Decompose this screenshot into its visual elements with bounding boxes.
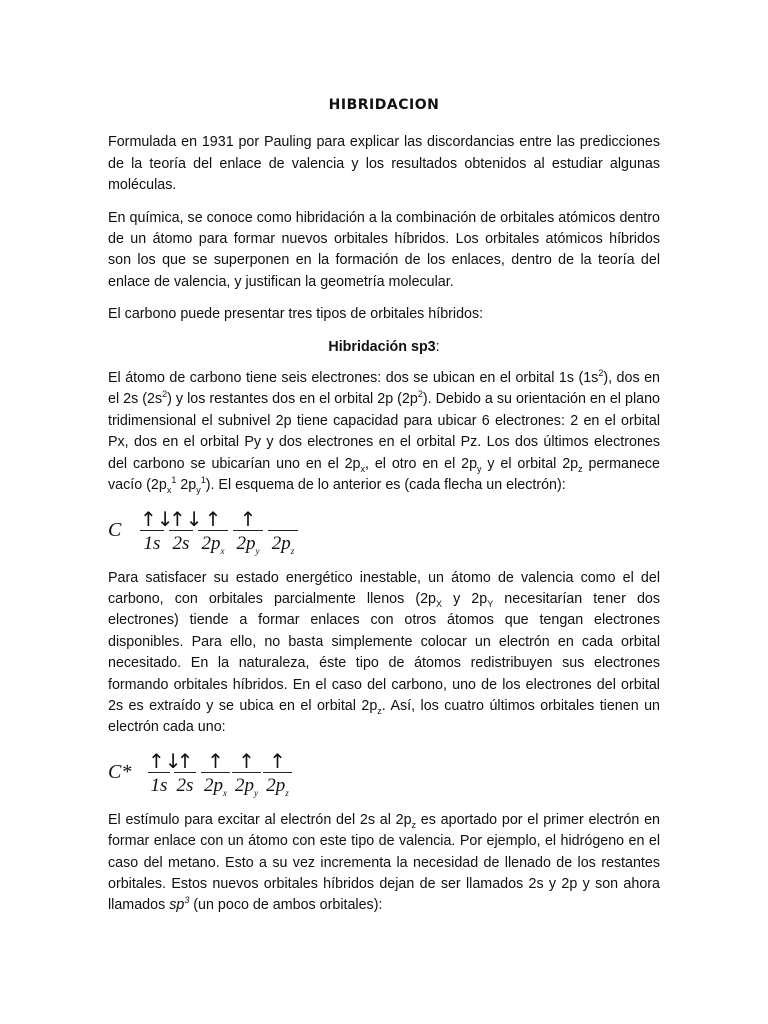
orbital-label: 1s [148,772,170,798]
orbital-label: 2s [169,530,193,556]
orbital-2s [174,750,196,798]
orbital-label: $2p_y$ [233,530,263,556]
section-heading-sp3 [108,337,660,358]
section-heading-colon: : [435,338,440,355]
electron-arrows: ↑ [269,748,286,773]
orbital-2py [233,508,263,556]
document-content [108,95,660,928]
paragraph-carbon-types: El carbono puede presentar tres tipos de orbitales híbridos: [108,306,484,323]
electron-arrows: ↑↓ [169,506,203,531]
orbital-label: $2p_y$ [232,772,261,798]
paragraph-hybrid-formation: Para satisfacer su estado energético inestable, un átomo de valencia como el del carbono, con orbitales parcialmente llenos ($2p_X$ y $2p_Y$ necesitarían tener dos electrones) tiende a formar enlaces con otros átomos que tengan electrones disponibles. Para ello, no basta simplemente colocar un electrón en cada orbital necesitado. En la naturaleza, éste tipo de átomos redistribuyen sus electrones formando orbitales híbridos. En el caso del carbono, uno de los electrones del orbital 2s es extraído y se ubica en el orbital $2p_z$. Así, los cuatro últimos orbitales tienen un electrón cada uno: [108,569,661,736]
orbital-label: $2p_x$ [198,530,228,556]
paragraph-definition: En química, se conoce como hibridación a la combinación de orbitales atómicos dentro de un átomo para formar nuevos orbitales híbridos. Los orbitales atómicos híbridos son los que se superponen en la formación de los enlaces, dentro de la teoría del enlace de valencia, y justifican la geometría molecular. [108,209,660,290]
orbital-2pz [268,508,298,556]
orbital-diagram-excited-state [108,750,660,804]
orbital-2py [232,750,261,798]
electron-arrows: ↑↓ [140,506,174,531]
orbital-1s [140,506,174,556]
orbital-label: $2p_z$ [263,772,292,798]
section-heading-text: Hibridación sp3 [328,338,436,355]
electron-arrows: ↑↓ [148,748,182,773]
electron-arrows: ↑ [204,506,222,531]
orbital-1s [148,748,182,798]
orbital-label: 1s [140,530,164,556]
orbital-diagram-ground-state [108,508,660,562]
paragraph-intro: Formulada en 1931 por Pauling para explicar las discordancias entre las predicciones de la teoría del enlace de valencia y los resultados obtenidos al estudiar algunas moléculas. [108,134,660,194]
orbital-label: $2p_x$ [201,772,230,798]
electron-arrows: ↑ [207,748,224,773]
atom-symbol: C [108,518,122,541]
electron-arrows [268,508,298,530]
orbital-label: 2s [174,772,196,798]
electron-arrows: ↑ [239,506,257,531]
electron-arrows: ↑ [238,748,255,773]
orbital-2px [201,750,230,798]
orbital-2pz [263,750,292,798]
orbital-2px [198,508,228,556]
document-title: HIBRIDACION [328,97,440,113]
atom-symbol: C* [108,760,132,783]
orbital-2s [169,506,203,556]
electron-arrows: ↑ [176,748,194,773]
paragraph-excitation: El estímulo para excitar al electrón del 2s al $2p_z$ es aportado por el primer electrón en formar enlace con un átomo con este tipo de valencia. Por ejemplo, el hidrógeno en el caso del metano. Esto a su vez incrementa la necesidad de llenado de los restantes orbitales. Estos nuevos orbitales híbridos dejan de ser llamados 2s y 2p y son ahora llamados $sp^3$ (un poco de ambos orbitales): [108,811,660,914]
paragraph-carbon-electrons: El átomo de carbono tiene seis electrones: dos se ubican en el orbital 1s $(1s^2)$, dos en el 2s $(2s^2)$ y los restantes dos en el orbital 2p $(2p^2)$. Debido a su orientación en el plano tridimensional el subnivel 2p tiene capacidad para ubicar 6 electrones: 2 en el orbital Px, dos en el orbital Py y dos electrones en el orbital Pz. Los dos últimos electrones del carbono se ubicarían uno en el $2p_x$, el otro en el $2p_y$ y el orbital $2p_z$ permanece vacío ($2p_x^1$ $2p_y^1$). El esquema de lo anterior es (cada flecha un electrón): [108,368,661,495]
orbital-label: $2p_z$ [268,530,298,556]
